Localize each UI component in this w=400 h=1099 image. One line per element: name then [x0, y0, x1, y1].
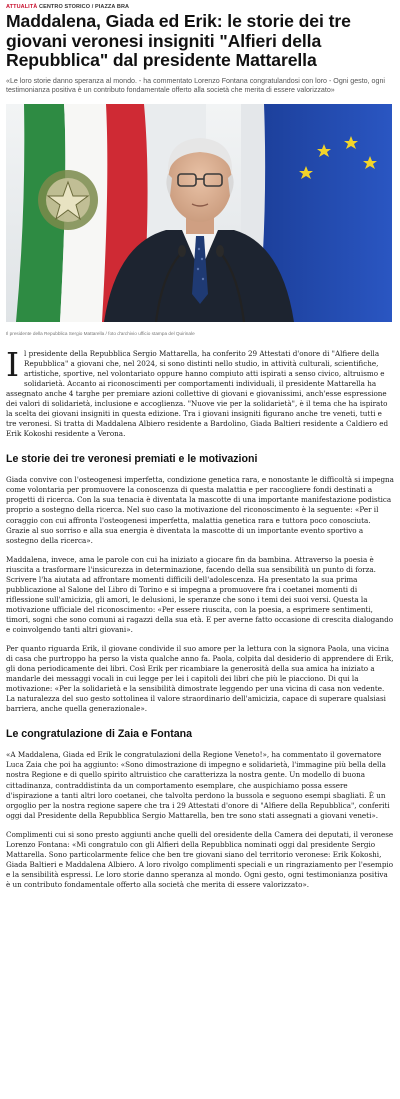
subheading-stories: Le storie dei tre veronesi premiati e le motivazioni	[6, 453, 258, 466]
article-photo[interactable]	[6, 104, 392, 322]
president-portrait-image	[6, 104, 392, 322]
drop-cap: I	[6, 344, 20, 384]
paragraph-erik: Per quanto riguarda Erik, il giovane condivide il suo amore per la lettura con la signora Paola, una vicina di casa che purtroppo ha perso la vista qualche anno fa. Paola, colpita dal desiderio di apprendere di Erik, gli dona periodicamente dei libri. Così Erik per ricambiare la generosità della sua amica ha iniziato a mandarle dei messaggi vocali in cui legge per lei i capitoli dei libri che più le piacciono. Di qui la motivazione: «Per la solidarietà e la sensibilità dimostrate leggendo per una vicina di casa non vedente. La naturalezza del suo gesto sottolinea il valore straordinario dell'amicizia, capace di superare qualsiasi barriera, anche quella generazionale».	[6, 644, 394, 714]
article-headline: Maddalena, Giada ed Erik: le storie dei tre giovani veronesi insigniti "Alfieri della Repubblica" dal presidente Mattarella	[6, 11, 351, 70]
paragraph-maddalena: Maddalena, invece, ama le parole con cui ha iniziato a giocare fin da bambina. Attraverso la poesia è riuscita a trasformare l'insicurezza in determinazione, facendo della sua sensibilità un punto di forza. Scrivere l'ha aiutata ad affrontare momenti difficili dell'adolescenza. Ha presentato la sua prima pubblicazione al Salone del Libro di Torino e si impegna a promuovere fra i coetanei momenti di riflessione sull'amicizia, gli amori, le delusioni, le speranze che sono i temi dei suoi versi. Questa la motivazione ufficiale del riconoscimento: «Per essere riuscita, con la poesia, a esprimere sentimenti, timori, sogni che sono comuni ai ragazzi della sua età. E per averne fatto occasione di crescita dialogando e coinvolgendo tanti altri giovani».	[6, 554, 394, 634]
lead-paragraph	[6, 344, 394, 439]
intro-paragraph: l presidente della Repubblica Sergio Mattarella, ha conferito 29 Attestati d'onore di "Alfiere della Repubblica" a giovani che, nel 2024, si sono distinti nello studio, in attività culturali, scientifiche, artistiche, sportive, nel volontariato oppure hanno compiuto atti ispirati a senso civico, altruismo e solidarietà. Accanto ai riconoscimenti per comportamenti individuali, il presidente Mattarella ha assegnato anche 4 targhe per premiare azioni collettive di giovani e giovanissimi, anch'esse espressione dei valori di solidarietà, inclusione e accoglienza. "Nuove vie per la solidarietà", è il tema che ha ispirato la scelta dei giovani insigniti in questa edizione. Tra i giovani insigniti figurano anche tre veneti, tutti e tre veronesi. Si tratta di Maddalena Albiero residente a Bardolino, Giada Baltieri residente a Caldiero ed Erik Kokoshi residente a Verona.	[6, 348, 389, 439]
article-body	[6, 344, 394, 890]
paragraph-giada: Giada convive con l'osteogenesi imperfetta, condizione genetica rara, e nonostante le difficoltà si impegna come volontaria per promuovere la conoscenza di questa malattia e per raccogliere fondi destinati a progetti di ricerca. Con la sua tenacia è diventata la mascotte di una importante manifestazione podistica proprio a sostegno della ricerca. Nel suo caso la motivazione del riconoscimento è la seguente: «Per il coraggio con cui affronta l'osteogenesi imperfetta, malattia genetica rara e tuttora poco conosciuta. Grazie al suo sorriso e alla sua energia è diventata la mascotte di un importante evento sportivo a sostegno della ricerca».	[6, 475, 394, 545]
article-kicker	[6, 3, 394, 11]
paragraph-zaia: «A Maddalena, Giada ed Erik le congratulazioni della Regione Veneto!», ha commentato il governatore Luca Zaia che poi ha aggiunto: «Sono dimostrazione di impegno e solidarietà, l'immagine più bella della nostra Regione e di quello spirito altruistico che caratterizza la nostra gente. Un modello di buona cittadinanza, contraddistinta da un comportamento esemplare, che auspichiamo possa essere d'ispirazione a tanti altri loro coetanei, che talvolta perdono la bussola e seguono esempi sbagliati. È un orgoglio per la nostra regione sapere che tra i 29 Attestati d'onore di "Alfiere della Repubblica", conferiti oggi dal Presidente della Repubblica Sergio Mattarella, ben tre sono stati assegnati a giovani veneti».	[6, 750, 390, 820]
photo-caption: Il presidente della Repubblica Sergio Mattarella / foto d'archivio ufficio stampa del Quirinale	[6, 330, 195, 336]
paragraph-fontana: Complimenti cui si sono presto aggiunti anche quelli del oresidente della Camera dei deputati, il veronese Lorenzo Fontana: «Mi congratulo con gli Alfieri della Repubblica nominati oggi dal presidente Sergio Mattarella. Sono particolarmente felice che ben tre giovani siano del territorio veronese: Erik Kokoshi, Giada Baltieri e Maddalena Albiero. A loro rivolgo complimenti speciali e un ringraziamento per l'esempio e la sensibilità espressi. Le loro storie danno speranza al mondo. Ogni gesto, ogni testimonianza positiva è un contributo fondamentale offerto alla società che merita di essere valorizzato».	[6, 829, 394, 889]
category-link[interactable]: ATTUALITÀ	[6, 4, 38, 10]
location-link[interactable]: CENTRO STORICO / PIAZZA BRA	[39, 4, 130, 10]
subheading-congratulations: Le congratulazione di Zaia e Fontana	[6, 728, 193, 741]
article-standfirst: «Le loro storie danno speranza al mondo. - ha commentato Lorenzo Fontana congratulandosi con loro - Ogni gesto, ogni testimonianza positiva è un contributo fondamentale offerto alla società che merita di essere valorizzato»	[6, 76, 385, 95]
